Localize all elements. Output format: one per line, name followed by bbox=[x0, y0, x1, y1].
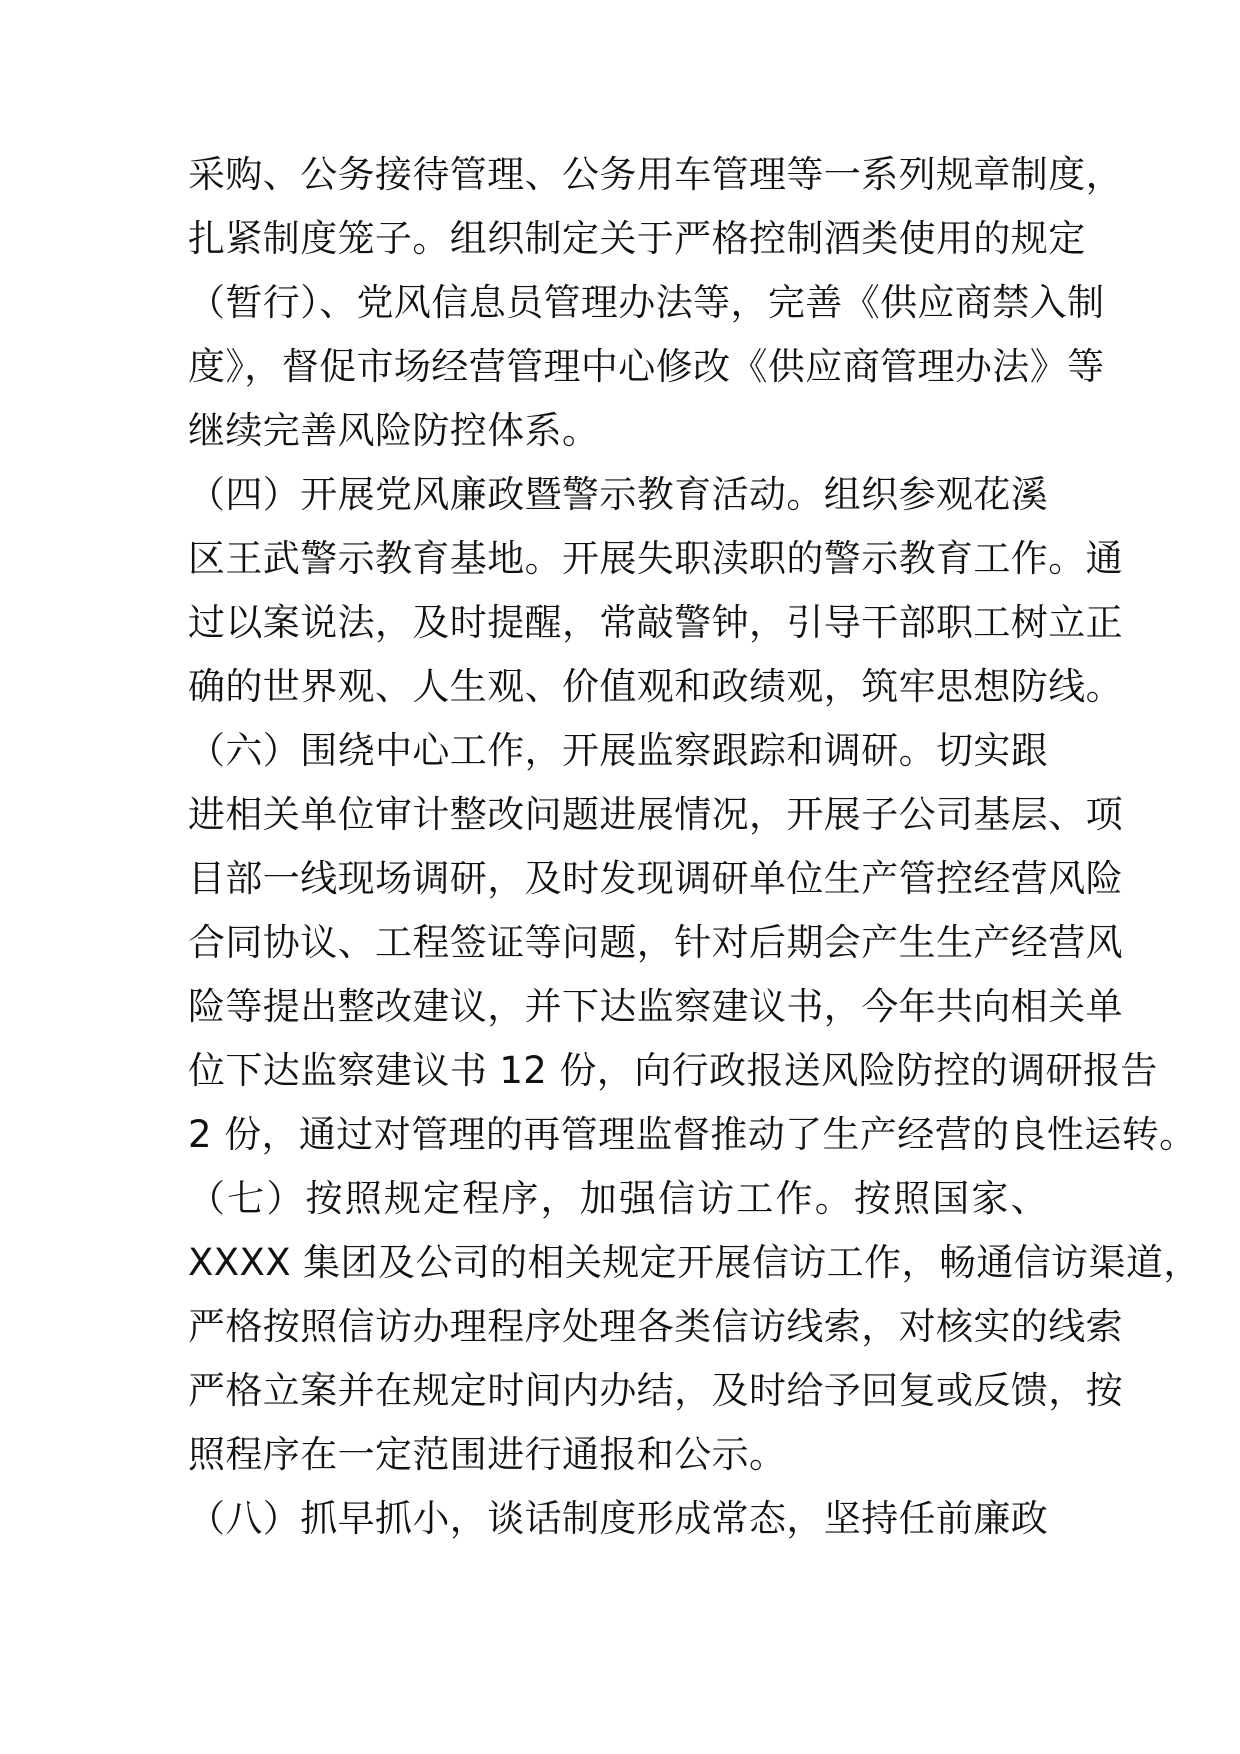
paragraph-heading-7: （七）按照规定程序，加强信访工作。按照国家、 bbox=[188, 1177, 1048, 1220]
text-line: 严格立案并在规定时间内办结，及时给予回复或反馈，按 bbox=[188, 1369, 1123, 1412]
text-line: 2 份，通过对管理的再管理监督推动了生产经营的良性运转。 bbox=[188, 1113, 1197, 1156]
text-line: 过以案说法，及时提醒，常敲警钟，引导干部职工树立正 bbox=[188, 601, 1123, 644]
text-line: （暂行）、党风信息员管理办法等，完善《供应商禁入制 bbox=[188, 281, 1105, 324]
text-line: 合同协议、工程签证等问题，针对后期会产生生产经营风 bbox=[188, 921, 1123, 964]
text-line: 进相关单位审计整改问题进展情况，开展子公司基层、项 bbox=[188, 793, 1123, 836]
text-line: 区王武警示教育基地。开展失职渎职的警示教育工作。通 bbox=[188, 537, 1123, 580]
text-line: 扎紧制度笼子。组织制定关于严格控制酒类使用的规定 bbox=[188, 217, 1086, 260]
text-line: 度》，督促市场经营管理中心修改《供应商管理办法》等 bbox=[188, 345, 1105, 388]
paragraph-heading-6: （六）围绕中心工作，开展监察跟踪和调研。切实跟 bbox=[188, 729, 1049, 772]
text-line: XXXX 集团及公司的相关规定开展信访工作，畅通信访渠道， bbox=[188, 1241, 1201, 1284]
paragraph-heading-4: （四）开展党风廉政暨警示教育活动。组织参观花溪 bbox=[188, 473, 1049, 516]
text-line: 照程序在一定范围进行通报和公示。 bbox=[188, 1433, 787, 1476]
text-line: 位下达监察建议书 12 份，向行政报送风险防控的调研报告 bbox=[188, 1049, 1158, 1092]
text-line: 目部一线现场调研，及时发现调研单位生产管控经营风险 bbox=[188, 857, 1123, 900]
text-line: 继续完善风险防控体系。 bbox=[188, 409, 600, 452]
text-line: 险等提出整改建议，并下达监察建议书，今年共向相关单 bbox=[188, 985, 1123, 1028]
paragraph-heading-8: （八）抓早抓小，谈话制度形成常态，坚持任前廉政 bbox=[188, 1497, 1049, 1540]
text-line: 采购、公务接待管理、公务用车管理等一系列规章制度， bbox=[188, 153, 1123, 196]
text-line: 严格按照信访办理程序处理各类信访线索，对核实的线索 bbox=[188, 1305, 1123, 1348]
text-line: 确的世界观、人生观、价值观和政绩观，筑牢思想防线。 bbox=[188, 665, 1123, 708]
